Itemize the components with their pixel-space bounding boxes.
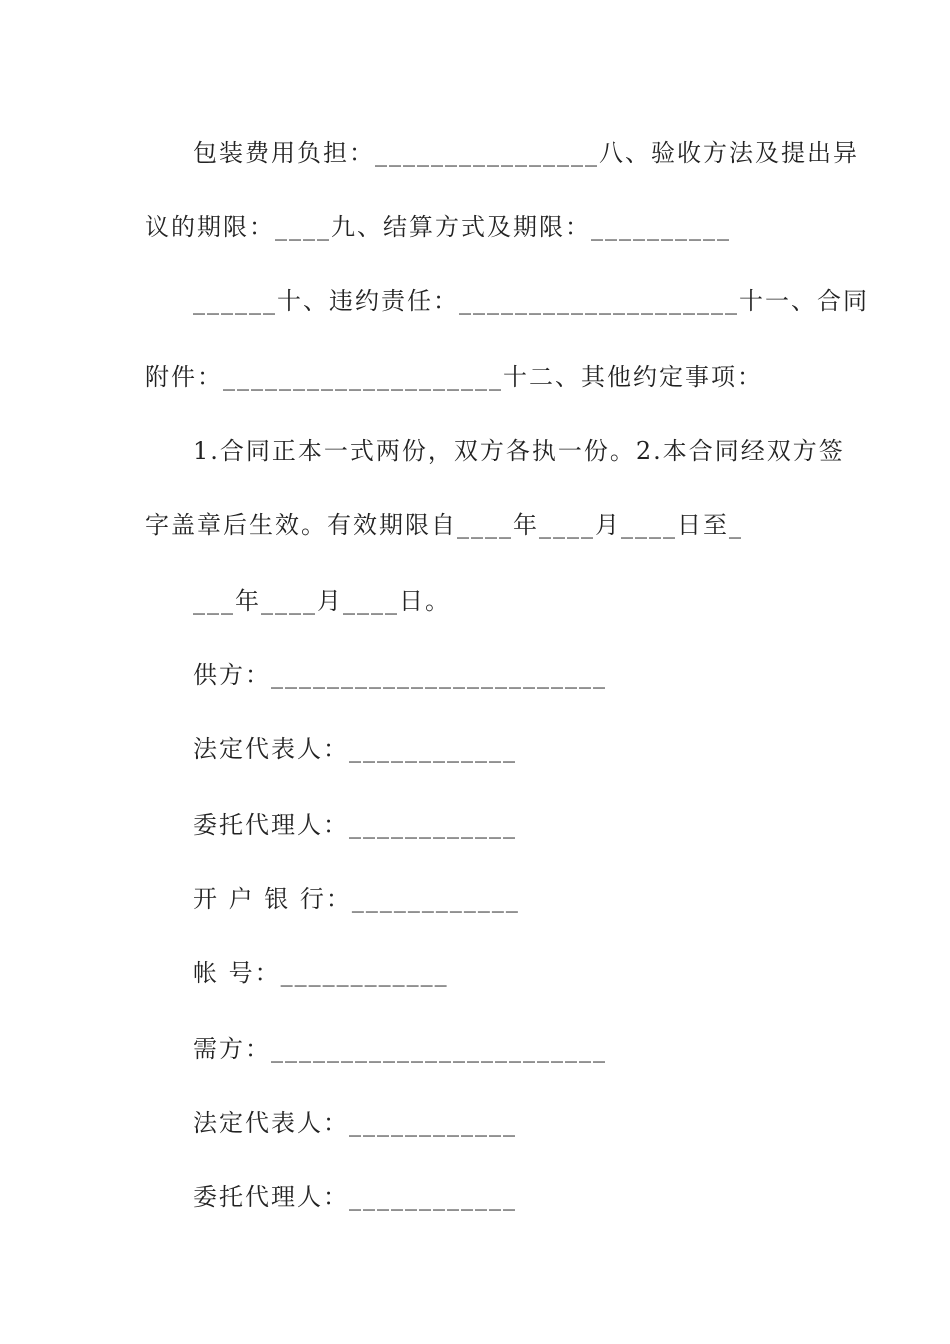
clause-validity-end-line: ___年____月____日。 xyxy=(193,587,451,615)
supplier-account-field: 帐 号：____________ xyxy=(193,959,449,987)
clause-validity-line: 字盖章后生效。有效期限自____年____月____日至_ xyxy=(145,511,743,539)
supplier-legal-rep-field: 法定代表人：____________ xyxy=(193,735,517,763)
buyer-field: 需方：________________________ xyxy=(193,1035,607,1063)
supplier-agent-field: 委托代理人：____________ xyxy=(193,811,517,839)
supplier-field: 供方：________________________ xyxy=(193,661,607,689)
clause-attachments-line: 附件：____________________十二、其他约定事项： xyxy=(145,363,763,391)
clause-objection-period-line: 议的期限：____九、结算方式及期限：__________ xyxy=(145,213,731,241)
supplier-bank-field: 开 户 银 行：____________ xyxy=(193,885,520,913)
buyer-legal-rep-field: 法定代表人：____________ xyxy=(193,1109,517,1137)
clause-packaging-cost-line: 包装费用负担：________________八、验收方法及提出异 xyxy=(193,139,859,167)
clause-breach-liability-line: ______十、违约责任：____________________十一、合同 xyxy=(193,287,869,315)
buyer-agent-field: 委托代理人：____________ xyxy=(193,1183,517,1211)
clause-copies-line: 1.合同正本一式两份，双方各执一份。2.本合同经双方签 xyxy=(193,437,845,465)
